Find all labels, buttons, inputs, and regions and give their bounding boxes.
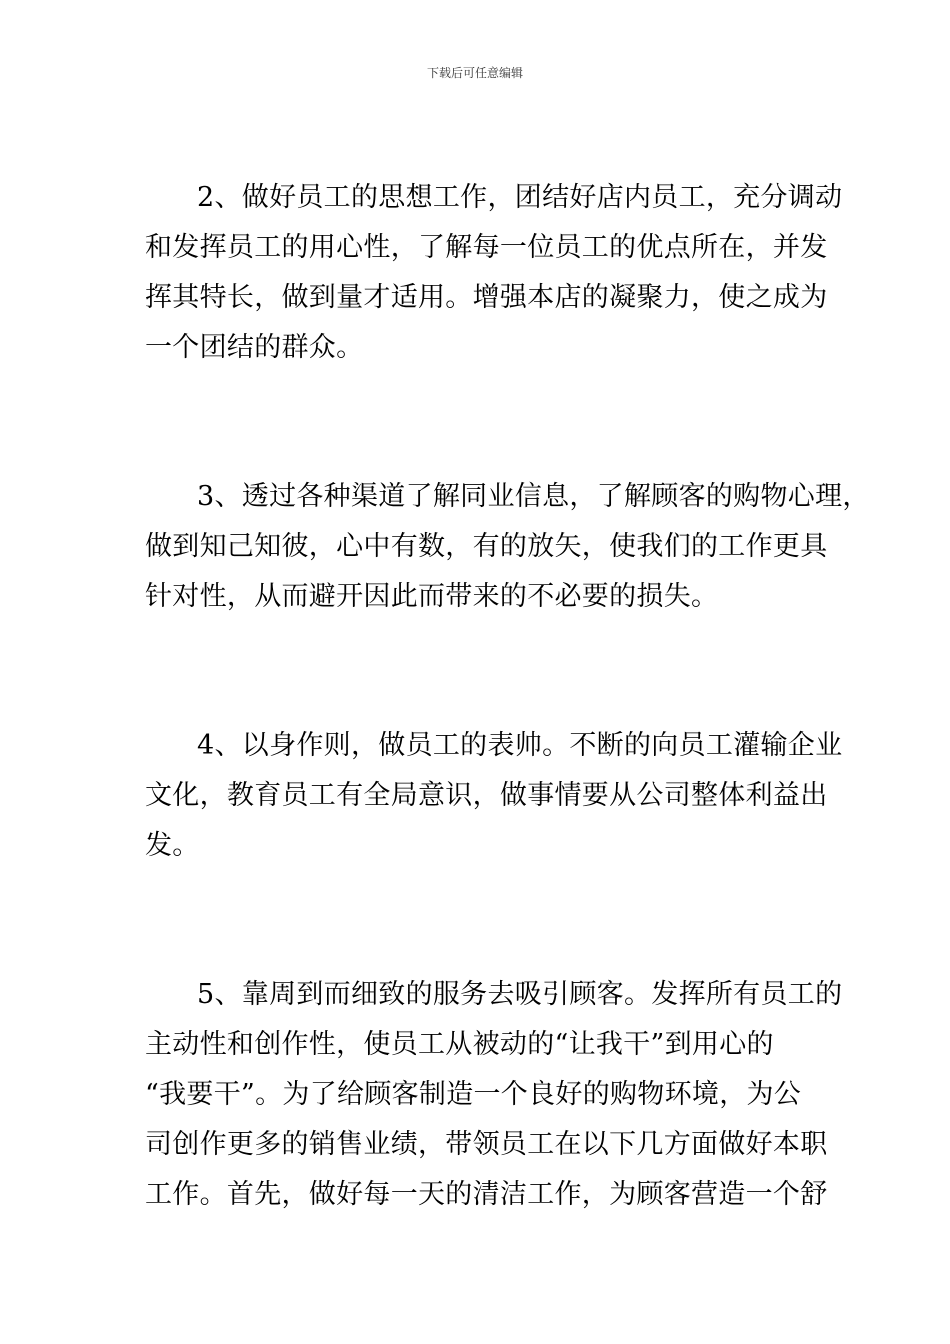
paragraph-line: “我要干”。为了给顾客制造一个良好的购物环境，为公 <box>145 1079 802 1110</box>
paragraph-line: 做到知己知彼，心中有数，有的放矢，使我们的工作更具 <box>145 531 828 562</box>
paragraph-4 <box>145 721 843 871</box>
paragraph-line: 工作。首先，做好每一天的清洁工作，为顾客营造一个舒 <box>145 1179 828 1210</box>
paragraph-line: 一个团结的群众。 <box>145 332 364 363</box>
paragraph-line: 发。 <box>145 830 200 861</box>
paragraph-2 <box>145 173 843 373</box>
paragraph-line: 3、透过各种渠道了解同业信息，了解顾客的购物心理， <box>197 481 870 512</box>
paragraph-line: 5、靠周到而细致的服务去吸引顾客。发挥所有员工的 <box>197 979 843 1010</box>
paragraph-line: 和发挥员工的用心性，了解每一位员工的优点所在，并发 <box>145 232 828 263</box>
paragraph-line: 主动性和创作性，使员工从被动的“让我干”到用心的 <box>145 1029 774 1060</box>
page-header: 下载后可任意编辑 <box>426 66 523 80</box>
paragraph-line: 挥其特长，做到量才适用。增强本店的凝聚力，使之成为 <box>145 282 828 313</box>
paragraph-line: 文化，教育员工有全局意识，做事情要从公司整体利益出 <box>145 780 828 811</box>
paragraph-5 <box>145 970 843 1220</box>
paragraph-3 <box>145 472 870 622</box>
paragraph-line: 司创作更多的销售业绩，带领员工在以下几方面做好本职 <box>145 1129 828 1160</box>
paragraph-line: 2、做好员工的思想工作，团结好店内员工，充分调动 <box>197 182 843 213</box>
paragraph-line: 4、以身作则，做员工的表帅。不断的向员工灌输企业 <box>197 730 843 761</box>
paragraph-line: 针对性，从而避开因此而带来的不必要的损失。 <box>145 581 719 612</box>
